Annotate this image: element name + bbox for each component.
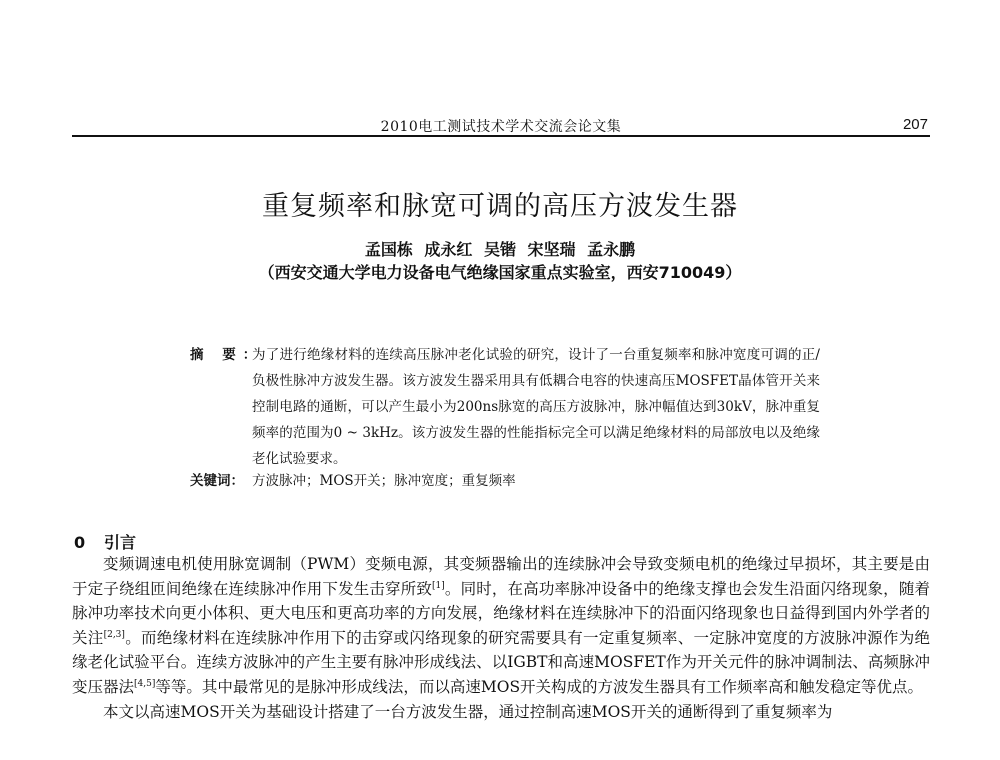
paragraph-1-part-a: 变频调速电机使用脉宽调制（PWM）变频电源，其变频器输出的连续脉冲会导致变频电机的绝缘过早损坏，其主要是由于定子绕组匝间绝缘在连续脉冲作用下发生击穿所致 <box>72 555 930 598</box>
keywords-text: 方波脉冲；MOS开关；脉冲宽度；重复频率 <box>252 473 516 489</box>
citation-2-3: [2,3] <box>103 629 125 640</box>
citation-4-5: [4,5] <box>134 678 156 689</box>
running-head <box>72 114 930 136</box>
citation-1: [1] <box>432 580 445 591</box>
section-heading-introduction <box>74 530 136 553</box>
abstract-row <box>190 342 820 472</box>
affiliation: （西安交通大学电力设备电气绝缘国家重点实验室，西安710049） <box>258 263 742 282</box>
paragraph-2: 本文以高速MOS开关为基础设计搭建了一台方波发生器，通过控制高速MOS开关的通断得到了重复频率为 <box>103 702 833 721</box>
keywords-label: 关键词： <box>190 473 244 489</box>
paragraph-1-part-d: 等等。其中最常见的是脉冲形成线法，而以高速MOS开关构成的方波发生器具有工作频率高和触发稳定等优点。 <box>155 677 924 696</box>
section-title: 引言 <box>104 533 137 552</box>
abstract-block <box>190 342 820 494</box>
author-list: 孟国栋 成永红 吴锴 宋坚瑞 孟永鹏 <box>364 240 636 259</box>
keywords-row <box>190 468 820 494</box>
journal-name: 2010电工测试技术学术交流会论文集 <box>380 119 622 135</box>
body-text <box>72 552 930 724</box>
section-number: 0 <box>74 533 86 552</box>
paragraph-1 <box>72 552 930 700</box>
paragraph-1-part-c: 。而绝缘材料在连续脉冲作用下的击穿或闪络现象的研究需要具有一定重复频率、一定脉冲宽度的方波脉冲源作为绝缘老化试验平台。连续方波脉冲的产生主要有脉冲形成线法、以IGBT和高速MOSFET作为开关元件的脉冲调制法、高频脉冲变压器法 <box>72 628 930 696</box>
abstract-text: 为了进行绝缘材料的连续高压脉冲老化试验的研究，设计了一台重复频率和脉冲宽度可调的正/负极性脉冲方波发生器。该方波发生器采用具有低耦合电容的快速高压MOSFET晶体管开关来控制电路的通断，可以产生最小为200ns脉宽的高压方波脉冲，脉冲幅值达到30kV，脉冲重复频率的范围为0 ~ 3kHz。该方波发生器的性能指标完全可以满足绝缘材料的局部放电以及绝缘老化试验要求。 <box>252 347 820 467</box>
paragraph-1-part-b: 。同时，在高功率脉冲设备中的绝缘支撑也会发生沿面闪络现象，随着脉冲功率技术向更小体积、更大电压和更高功率的方向发展，绝缘材料在连续脉冲下的沿面闪络现象也日益得到国内外学者的关注 <box>72 579 930 647</box>
abstract-label: 摘 要： <box>190 347 264 363</box>
header-rule <box>72 135 930 137</box>
page-number: 207 <box>902 116 928 133</box>
paper-title: 重复频率和脉宽可调的高压方波发生器 <box>262 191 738 222</box>
